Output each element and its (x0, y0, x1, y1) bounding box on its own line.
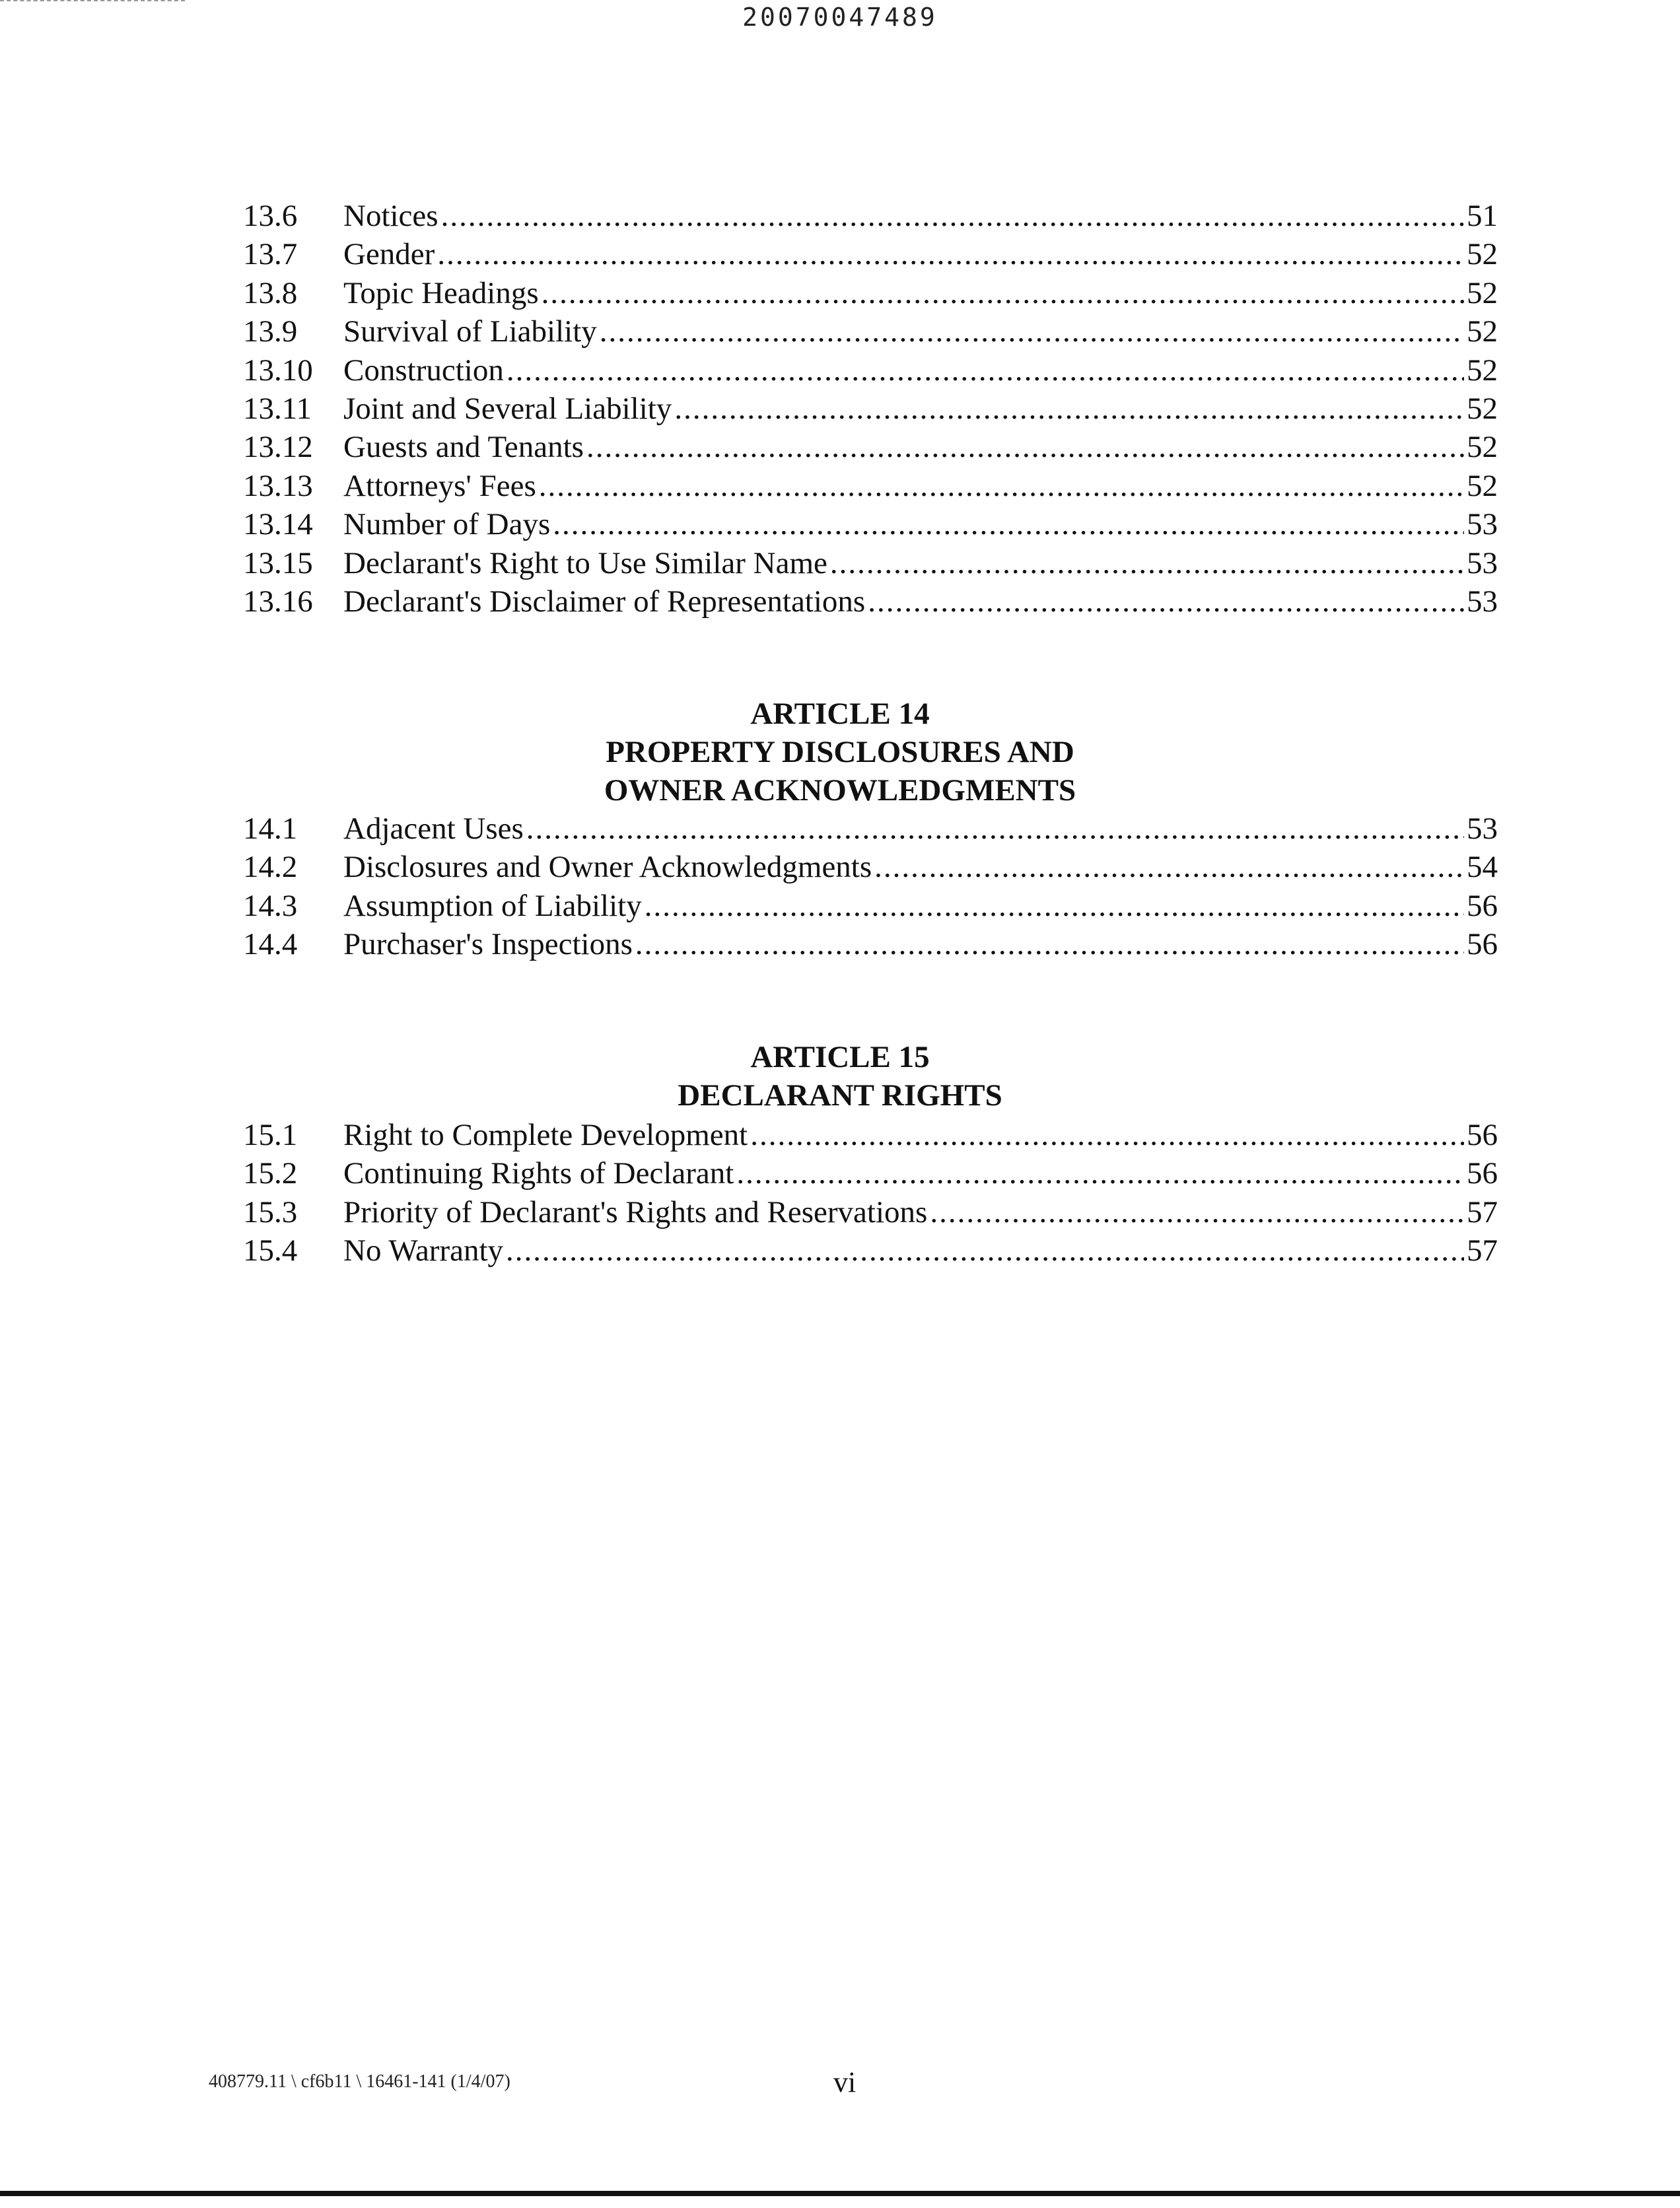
dot-leader (526, 810, 1464, 848)
article-14-subheading-line2: OWNER ACKNOWLEDGMENTS (604, 773, 1076, 808)
toc-entry-title: Notices (343, 199, 438, 233)
dot-leader (506, 1231, 1464, 1270)
toc-entry[interactable] (243, 467, 1498, 505)
toc-entry-page: 52 (1467, 275, 1498, 310)
toc-entry-number: 13.13 (243, 468, 313, 503)
toc-entry-number: 14.1 (243, 811, 298, 846)
toc-entry-number: 15.2 (243, 1156, 298, 1191)
dot-leader (437, 235, 1464, 273)
dot-leader (930, 1193, 1464, 1231)
toc-entry-title: Declarant's Disclaimer of Representations (343, 584, 866, 619)
toc-entry-number: 13.8 (243, 275, 298, 310)
toc-entry-title: Guests and Tenants (343, 430, 584, 465)
toc-entry-title: Declarant's Right to Use Similar Name (343, 545, 827, 580)
toc-entry[interactable] (243, 848, 1498, 886)
toc-entry-number: 13.6 (243, 199, 298, 233)
document-number: 20070047489 (742, 3, 938, 32)
toc-entry-page: 54 (1467, 850, 1498, 885)
toc-entry[interactable] (243, 1193, 1498, 1231)
toc-entry-title: Adjacent Uses (343, 811, 524, 846)
toc-entry-number: 13.9 (243, 314, 298, 349)
toc-entry-number: 13.10 (243, 353, 313, 388)
toc-entry[interactable] (243, 1154, 1498, 1192)
dot-leader (441, 197, 1464, 235)
toc-entry-title: Number of Days (343, 507, 551, 542)
toc-entry-page: 52 (1467, 468, 1498, 503)
toc-entry-title: Joint and Several Liability (343, 391, 672, 426)
dot-leader (553, 505, 1464, 543)
article-15-subheading: DECLARANT RIGHTS (678, 1078, 1002, 1113)
toc-entry-title: Right to Complete Development (343, 1118, 748, 1152)
toc-article-14-list (243, 810, 1498, 964)
toc-entry-title: No Warranty (343, 1233, 504, 1268)
toc-entry-number: 13.12 (243, 430, 313, 465)
toc-entry-number: 15.4 (243, 1233, 298, 1268)
toc-entry[interactable] (243, 428, 1498, 466)
dot-leader (674, 390, 1464, 428)
toc-entry[interactable] (243, 810, 1498, 848)
toc-entry-page: 56 (1467, 1118, 1498, 1152)
article-14-heading: ARTICLE 14 (750, 697, 930, 731)
dot-leader (750, 1116, 1464, 1154)
toc-entry-page: 53 (1467, 811, 1498, 846)
toc-entry-number: 14.4 (243, 927, 298, 962)
toc-entry-number: 14.3 (243, 888, 298, 923)
dot-leader (507, 351, 1464, 390)
toc-entry-page: 56 (1467, 1156, 1498, 1191)
toc-entry[interactable] (243, 274, 1498, 312)
dot-leader (645, 887, 1464, 925)
toc-entry-page: 56 (1467, 927, 1498, 962)
toc-entry-number: 15.1 (243, 1118, 298, 1152)
toc-entry-page: 57 (1467, 1233, 1498, 1268)
dot-leader (600, 312, 1464, 351)
dot-leader (830, 544, 1464, 582)
toc-entry[interactable] (243, 505, 1498, 543)
toc-entry-page: 57 (1467, 1194, 1498, 1229)
toc-entry-page: 53 (1467, 545, 1498, 580)
toc-entry-page: 52 (1467, 353, 1498, 388)
toc-entry[interactable] (243, 887, 1498, 925)
dot-leader (539, 467, 1464, 505)
toc-entry-title: Construction (343, 353, 504, 388)
toc-entry-number: 13.14 (243, 507, 313, 542)
toc-entry-number: 13.11 (243, 391, 312, 426)
toc-entry-title: Gender (343, 237, 435, 272)
toc-entry-page: 52 (1467, 314, 1498, 349)
toc-entry[interactable] (243, 351, 1498, 390)
article-15-heading: ARTICLE 15 (750, 1040, 930, 1074)
toc-entry-title: Attorneys' Fees (343, 468, 536, 503)
toc-entry[interactable] (243, 235, 1498, 273)
toc-entry-title: Priority of Declarant's Rights and Reservations (343, 1194, 928, 1229)
toc-entry-page: 52 (1467, 430, 1498, 465)
toc-entry[interactable] (243, 582, 1498, 621)
toc-entry-title: Topic Headings (343, 275, 539, 310)
dot-leader (635, 925, 1464, 963)
toc-entry[interactable] (243, 1116, 1498, 1154)
toc-entry-title: Disclosures and Owner Acknowledgments (343, 850, 872, 885)
footer-page-number: vi (833, 2066, 857, 2098)
toc-entry[interactable] (243, 544, 1498, 582)
article-14-subheading-line1: PROPERTY DISCLOSURES AND (606, 735, 1074, 769)
toc-entry-title: Survival of Liability (343, 314, 597, 349)
toc-entry-page: 53 (1467, 507, 1498, 542)
toc-entry-number: 14.2 (243, 850, 298, 885)
toc-entry-number: 13.15 (243, 545, 313, 580)
footer-file-reference: 408779.11 \ cf6b11 \ 16461-141 (1/4/07) (209, 2071, 510, 2092)
toc-entry[interactable] (243, 390, 1498, 428)
toc-entry-page: 51 (1467, 199, 1498, 233)
toc-entry-page: 56 (1467, 888, 1498, 923)
bottom-scan-border (0, 2191, 1680, 2196)
dot-leader (736, 1154, 1464, 1192)
toc-entry[interactable] (243, 1231, 1498, 1270)
toc-entry[interactable] (243, 925, 1498, 963)
toc-entry-number: 13.16 (243, 584, 313, 619)
toc-entry[interactable] (243, 312, 1498, 351)
toc-article-15-list (243, 1116, 1498, 1270)
toc-entry-page: 52 (1467, 391, 1498, 426)
toc-entry-number: 13.7 (243, 237, 298, 272)
toc-entry-title: Continuing Rights of Declarant (343, 1156, 734, 1191)
toc-entry-number: 15.3 (243, 1194, 298, 1229)
toc-entry-title: Assumption of Liability (343, 888, 642, 923)
toc-entry-title: Purchaser's Inspections (343, 927, 633, 962)
dot-leader (542, 274, 1464, 312)
toc-article-13-list (243, 197, 1498, 621)
toc-entry-page: 53 (1467, 584, 1498, 619)
dot-leader (586, 428, 1464, 466)
toc-entry[interactable] (243, 197, 1498, 235)
dot-leader (874, 848, 1464, 886)
dot-leader (868, 582, 1464, 621)
toc-entry-page: 52 (1467, 237, 1498, 272)
